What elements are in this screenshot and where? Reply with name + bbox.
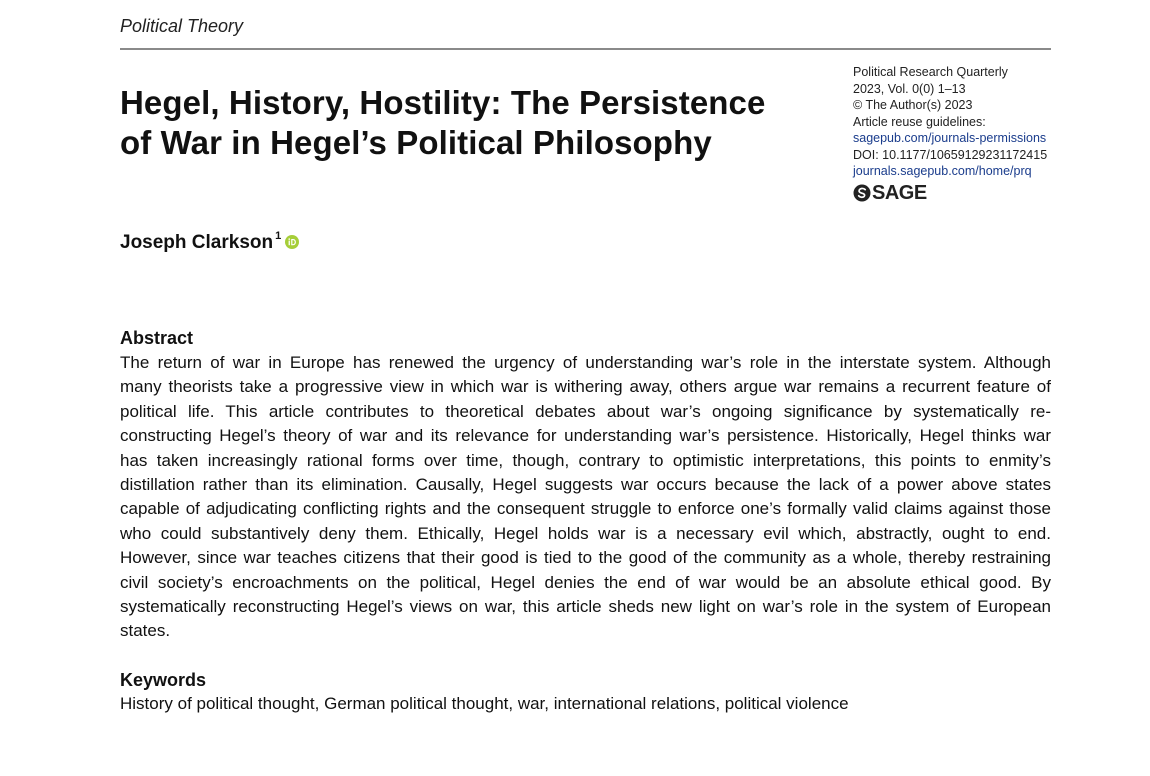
abstract-line: systematically reconstructing Hegel’s views on war, this article sheds new light on war’s role in the system of European (120, 597, 1051, 617)
author-name: Joseph Clarkson (120, 232, 274, 253)
abstract-line: has taken increasingly rational forms over time, though, contrary to optimistic interpretations, this points to enmity’s (120, 450, 1051, 470)
orcid-icon[interactable] (285, 235, 299, 249)
abstract-line: constructing Hegel’s theory of war and its relevance for understanding war’s persistence. Historically, Hegel thinks war (120, 426, 1051, 446)
keywords-heading: Keywords (120, 670, 207, 690)
sage-logo (853, 182, 927, 204)
title-line: of War in Hegel’s Political Philosophy (120, 124, 712, 161)
abstract-line: states. (120, 621, 171, 641)
title-line: Hegel, History, Hostility: The Persistence (120, 84, 766, 121)
abstract-line: However, since war teaches citizens that their good is tied to the good of the community as a whole, thereby restraining (120, 548, 1051, 568)
keywords-list: History of political thought, German political thought, war, international relations, political violence (120, 694, 849, 713)
sage-emblem-icon (853, 184, 871, 202)
abstract-line: political life. This article contributes to theoretical debates about war’s ongoing significance by systematically re- (120, 401, 1051, 421)
journal-link[interactable]: journals.sagepub.com/home/prq (853, 164, 1032, 178)
journal-meta (853, 64, 1073, 180)
header-rule (120, 48, 1051, 50)
article-title (120, 83, 840, 163)
journal-name: Political Research Quarterly (853, 65, 1008, 79)
reuse-label: Article reuse guidelines: (853, 114, 986, 129)
journal-issue: 2023, Vol. 0(0) 1–13 (853, 81, 966, 96)
abstract-line: civil society’s encroachments on the political, Hegel denies the end of war would be an absolute ethical good. By (120, 572, 1051, 592)
running-head: Political Theory (120, 16, 244, 36)
abstract-line: who could substantively deny them. Ethically, Hegel holds war is a necessary evil which, abstractly, ought to end. (120, 523, 1051, 543)
author-line (120, 232, 299, 254)
abstract-line: The return of war in Europe has renewed the urgency of understanding war’s role in the interstate system. Although (120, 353, 1051, 372)
abstract-line: distillation rather than its elimination. Causally, Hegel suggests war occurs because the lack of a power above states (120, 475, 1051, 495)
affiliation-mark: 1 (275, 230, 282, 242)
sage-logo-text: SAGE (872, 182, 927, 204)
abstract-line: many theorists take a progressive view in which war is withering away, others argue war remains a recurrent feature of (120, 377, 1051, 397)
doi-line: DOI: 10.1177/10659129231172415 (853, 147, 1048, 162)
reuse-link[interactable]: sagepub.com/journals-permissions (853, 131, 1047, 145)
abstract-line: capable of adjudicating conflicting rights and the consequent struggle to enforce one’s formally valid claims against those (120, 499, 1051, 519)
abstract-heading: Abstract (120, 328, 194, 348)
copyright-line: © The Author(s) 2023 (853, 98, 973, 112)
abstract-body (120, 351, 1051, 644)
